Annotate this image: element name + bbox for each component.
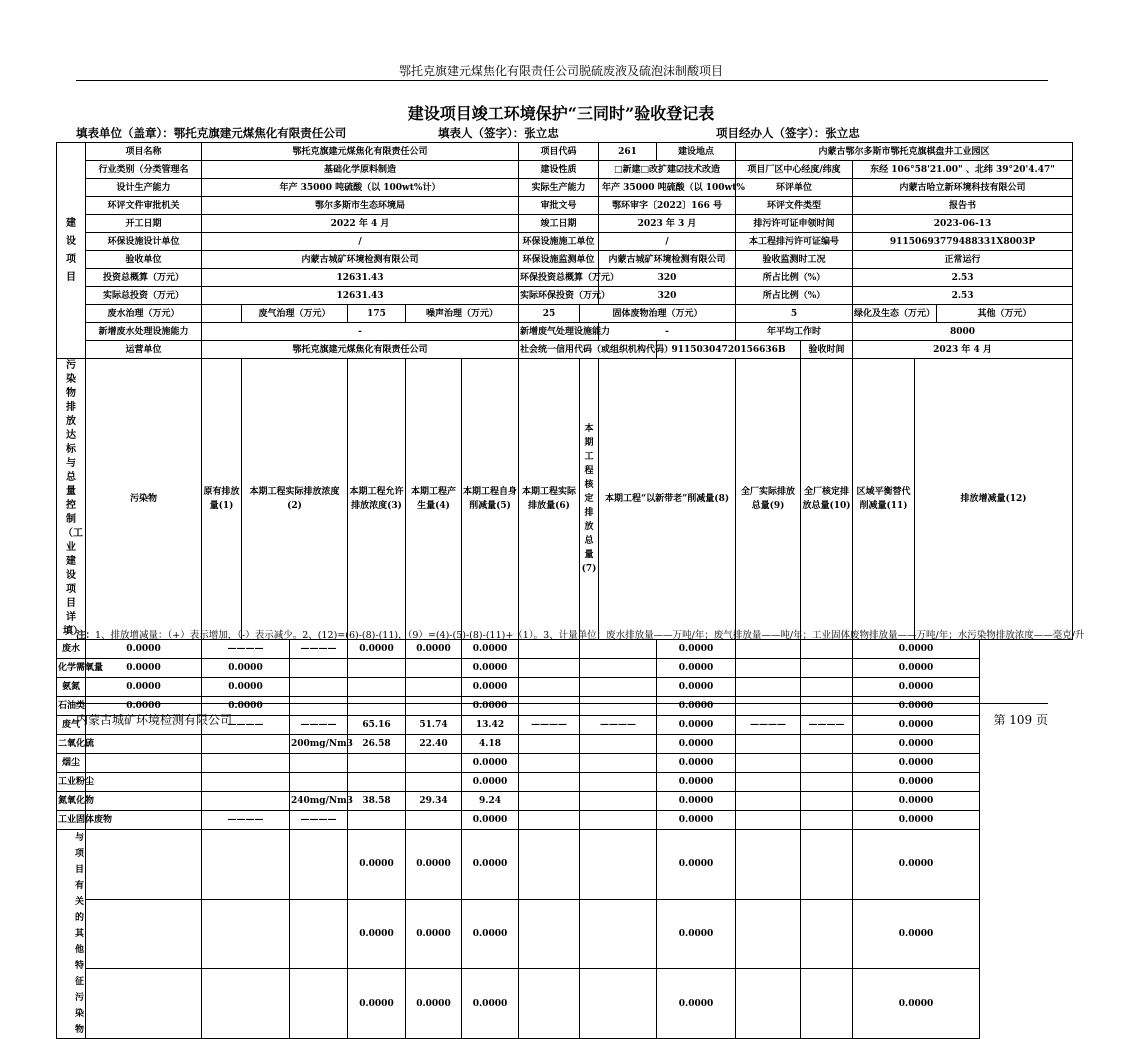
pollutant-value [519, 899, 580, 969]
pollutant-value [519, 969, 580, 1039]
pollutant-row [57, 659, 1073, 678]
pollutant-value [580, 678, 657, 697]
project-row-11 [57, 323, 1073, 341]
value: 东经 106°58'21.00" 、北纬 39°20'4.47" [853, 161, 1073, 179]
fill-manager: 项目经办人（签字）：张立忠 [716, 126, 860, 140]
pollutant-value: 0.0000 [86, 697, 202, 716]
value: 鄂托克旗建元煤焦化有限责任公司 [202, 341, 519, 359]
pollutant-value [519, 754, 580, 773]
pollutant-value: 4.18 [462, 735, 519, 754]
pollutant-value: 0.0000 [853, 773, 980, 792]
pollutant-value [406, 811, 462, 830]
value: 2.53 [853, 287, 1073, 305]
label: 社会统一信用代码（或组织机构代码） [519, 341, 657, 359]
pollutant-value: 0.0000 [406, 969, 462, 1039]
label: 环评文件类型 [736, 197, 853, 215]
pollutant-value [736, 773, 801, 792]
pollutant-value: 0.0000 [462, 811, 519, 830]
value: / [202, 233, 519, 251]
pollutant-value [348, 697, 406, 716]
col-header: 本期工程自身削减量(5) [462, 359, 519, 640]
pollutant-value [801, 735, 853, 754]
pollutant-row [57, 811, 1073, 830]
project-row-3 [57, 179, 1073, 197]
pollutant-value: 0.0000 [462, 899, 519, 969]
pollutant-value: 0.0000 [853, 678, 980, 697]
value: 175 [348, 305, 406, 323]
pollutant-value [348, 754, 406, 773]
pollutant-value [519, 697, 580, 716]
value: 鄂托克旗建元煤焦化有限责任公司 [202, 143, 519, 161]
pollutant-name: 烟尘 [57, 754, 86, 773]
pollutant-value [290, 754, 348, 773]
col-header: 全厂核定排放总量(10) [801, 359, 853, 640]
label: 噪声治理（万元） [406, 305, 519, 323]
value: 91150304720156636B [657, 341, 801, 359]
label: 环保设施监测单位 [519, 251, 599, 269]
pollutant-value [202, 969, 290, 1039]
pollutant-value [86, 830, 202, 900]
pollutant-value [801, 678, 853, 697]
value: 内蒙古城矿环境检测有限公司 [202, 251, 519, 269]
col-header: 本期工程核定排放总量(7) [580, 359, 599, 640]
pollutant-value: 0.0000 [853, 811, 980, 830]
pollutant-value: 22.40 [406, 735, 462, 754]
project-row-1 [57, 143, 1073, 161]
pollutant-value [519, 830, 580, 900]
label: 环评文件审批机关 [86, 197, 202, 215]
pollutant-value: 0.0000 [462, 697, 519, 716]
pollutant-value: ———— [290, 640, 348, 659]
label: 项目厂区中心经度/纬度 [736, 161, 853, 179]
value: 报告书 [853, 197, 1073, 215]
pollutant-value [348, 659, 406, 678]
pollutant-value [519, 811, 580, 830]
pollutant-value [290, 899, 348, 969]
label: 建设地点 [657, 143, 736, 161]
pollutant-value: 0.0000 [462, 640, 519, 659]
project-row-12 [57, 341, 1073, 359]
pollutant-value [519, 773, 580, 792]
pollutant-name: 工业固体废物 [57, 811, 86, 830]
pollutant-value [580, 697, 657, 716]
col-header: 本期工程“以新带老”削减量(8) [599, 359, 736, 640]
label: 审批文号 [519, 197, 599, 215]
pollutant-row [57, 735, 1073, 754]
pollutant-value [736, 830, 801, 900]
pollutant-value [736, 659, 801, 678]
pollutant-value: 0.0000 [462, 678, 519, 697]
pollutant-value: 0.0000 [657, 754, 736, 773]
pollutant-value: ———— [801, 716, 853, 735]
value: □新建□改扩建☑技术改造 [599, 161, 736, 179]
label: 验收时间 [801, 341, 853, 359]
pollutant-value: 0.0000 [853, 659, 980, 678]
note-text: 1、排放增减量：（+）表示增加，（-）表示减少。2、(12)=(6)-(8)-(11)，（9）=(4)-(5)-(8)-(11)+（1）。3、计量单位：废水排放量——万吨/年；废气排放量——吨/年；工业固体废物排放量——万吨/年；水污染物排放浓度——毫克/升 [95, 630, 1085, 641]
pollutant-value [801, 899, 853, 969]
pollutant-value: 0.0000 [853, 697, 980, 716]
pollutant-value: 51.74 [406, 716, 462, 735]
pollutant-value [86, 792, 202, 811]
value: 内蒙古城矿环境检测有限公司 [599, 251, 736, 269]
pollutant-value [736, 754, 801, 773]
pollutant-value: 0.0000 [348, 830, 406, 900]
pollutant-value [580, 754, 657, 773]
project-row-8 [57, 269, 1073, 287]
pollutant-value: 240mg/Nm3 [290, 792, 348, 811]
pollutant-value [801, 830, 853, 900]
value: 内蒙古鄂尔多斯市鄂托克旗棋盘井工业园区 [736, 143, 1073, 161]
pollutant-value [290, 830, 348, 900]
label: 实际总投资（万元） [86, 287, 202, 305]
value: 年产 35000 吨硫酸（以 100wt% [599, 179, 736, 197]
pollutant-name: 化学需氧量 [57, 659, 86, 678]
label: 所占比例（%） [736, 287, 853, 305]
label: 环评单位 [736, 179, 853, 197]
label: 行业类别（分类管理名 [86, 161, 202, 179]
pollutant-name: 氮氧化物 [57, 792, 86, 811]
value [202, 305, 242, 323]
pollutant-value: 0.0000 [462, 754, 519, 773]
label: 所占比例（%） [736, 269, 853, 287]
pollutant-value [519, 678, 580, 697]
pollutant-value: 0.0000 [406, 640, 462, 659]
col-header: 排放增减量(12) [915, 359, 1073, 640]
pollutant-header-row [57, 359, 1073, 640]
value: 25 [519, 305, 580, 323]
label: 排污许可证申领时间 [736, 215, 853, 233]
pollutant-value [801, 754, 853, 773]
pollutant-value [86, 969, 202, 1039]
label: 本工程排污许可证编号 [736, 233, 853, 251]
pollutant-value [736, 640, 801, 659]
footer-rule [76, 703, 1048, 704]
label: 投资总概算（万元） [86, 269, 202, 287]
label: 其他（万元） [937, 305, 1073, 323]
registration-table [56, 142, 1073, 1039]
label: 新增废气处理设施能力 [519, 323, 599, 341]
pollutant-value: 0.0000 [657, 716, 736, 735]
pollutant-row [57, 773, 1073, 792]
pollutant-value [580, 773, 657, 792]
label: 验收单位 [86, 251, 202, 269]
other-pollutant-row [57, 969, 1073, 1039]
pollutant-value: 0.0000 [348, 640, 406, 659]
value: 正常运行 [853, 251, 1073, 269]
pollutant-value [580, 811, 657, 830]
pollutant-value: ———— [736, 716, 801, 735]
label: 验收监测时工况 [736, 251, 853, 269]
pollutant-name: 废气 [57, 716, 86, 735]
value: 2023 年 3 月 [599, 215, 736, 233]
pollutant-value [406, 659, 462, 678]
pollutant-value: 0.0000 [657, 811, 736, 830]
pollutant-value: ———— [580, 716, 657, 735]
pollutant-value [580, 792, 657, 811]
pollutant-value: 26.58 [348, 735, 406, 754]
pollutant-value [519, 659, 580, 678]
pollutant-value: ———— [202, 640, 290, 659]
value: 2.53 [853, 269, 1073, 287]
pollutant-value: 0.0000 [853, 969, 980, 1039]
pollutant-value: 0.0000 [462, 969, 519, 1039]
pollutant-value [202, 830, 290, 900]
pollutant-value: 0.0000 [853, 899, 980, 969]
label: 绿化及生态（万元） [853, 305, 937, 323]
pollutant-value: 0.0000 [657, 659, 736, 678]
note-label: 注： [76, 630, 96, 641]
pollutant-value: 0.0000 [853, 792, 980, 811]
col-header: 原有排放量(1) [202, 359, 242, 640]
value: / [599, 233, 736, 251]
value: 内蒙古哈立新环境科技有限公司 [853, 179, 1073, 197]
pollutant-value [202, 735, 290, 754]
pollutant-value [348, 811, 406, 830]
pollutant-value: 0.0000 [853, 754, 980, 773]
pollutant-value: ———— [290, 716, 348, 735]
project-row-10 [57, 305, 1073, 323]
project-row-4 [57, 197, 1073, 215]
pollutant-value [801, 697, 853, 716]
pollutant-value: 0.0000 [406, 899, 462, 969]
pollutant-value [736, 792, 801, 811]
pollutant-value [86, 899, 202, 969]
label: 废气治理（万元） [242, 305, 348, 323]
pollutant-value [348, 773, 406, 792]
project-row-7 [57, 251, 1073, 269]
pollutant-row [57, 792, 1073, 811]
col-header: 本期工程允许排放浓度(3) [348, 359, 406, 640]
section-pollutant-label: 污染物排放达标与总量控制（工业建设项目详填） [57, 359, 86, 640]
pollutant-value [519, 640, 580, 659]
pollutant-value: 0.0000 [86, 640, 202, 659]
col-header: 本期工程实际排放量(6) [519, 359, 580, 640]
pollutant-value: 0.0000 [853, 830, 980, 900]
pollutant-value [736, 811, 801, 830]
pollutant-value: 13.42 [462, 716, 519, 735]
pollutant-value [290, 659, 348, 678]
pollutant-value: 0.0000 [657, 969, 736, 1039]
pollutant-value: ———— [202, 811, 290, 830]
pollutant-value: 0.0000 [462, 773, 519, 792]
value: 91150693779488331X8003P [853, 233, 1073, 251]
col-header: 污染物 [86, 359, 202, 640]
value: 320 [599, 269, 736, 287]
pollutant-value [580, 659, 657, 678]
label: 环保设施施工单位 [519, 233, 599, 251]
document-title: 建设项目竣工环境保护“三同时”验收登记表 [407, 104, 715, 123]
pollutant-value [580, 735, 657, 754]
footer-page-number: 第 109 页 [993, 713, 1048, 727]
pollutant-value: 0.0000 [657, 640, 736, 659]
pollutant-value: 0.0000 [853, 640, 980, 659]
other-pollutant-row [57, 899, 1073, 969]
pollutant-value: 0.0000 [202, 659, 290, 678]
pollutant-value [290, 678, 348, 697]
pollutant-value: 0.0000 [406, 830, 462, 900]
pollutant-row [57, 754, 1073, 773]
pollutant-value: 0.0000 [657, 773, 736, 792]
other-pollutant-row [57, 830, 1073, 900]
value: 鄂尔多斯市生态环境局 [202, 197, 519, 215]
pollutant-value [801, 792, 853, 811]
pollutant-name: 工业粉尘 [57, 773, 86, 792]
pollutant-value [86, 773, 202, 792]
pollutant-value: 0.0000 [657, 697, 736, 716]
pollutant-name: 石油类 [57, 697, 86, 716]
col-header: 本期工程实际排放浓度(2) [242, 359, 348, 640]
value: 8000 [853, 323, 1073, 341]
page-header: 鄂托克旗建元煤焦化有限责任公司脱硫废液及硫泡沫制酸项目 [398, 64, 723, 78]
pollutant-value: 0.0000 [853, 735, 980, 754]
footer-company: 内蒙古城矿环境检测有限公司 [76, 713, 233, 727]
pollutant-value [406, 754, 462, 773]
pollutant-value [519, 792, 580, 811]
pollutant-row [57, 640, 1073, 659]
section-project-label: 建设项目 [57, 143, 86, 359]
value: 12631.43 [202, 269, 519, 287]
pollutant-value [406, 697, 462, 716]
pollutant-value [736, 969, 801, 1039]
pollutant-value: 0.0000 [348, 899, 406, 969]
value: 鄂环审字〔2022〕166 号 [599, 197, 736, 215]
pollutant-value [801, 659, 853, 678]
pollutant-value: ———— [202, 716, 290, 735]
project-row-9 [57, 287, 1073, 305]
fill-info-row [76, 125, 1048, 141]
header-rule [76, 80, 1048, 81]
pollutant-value [202, 792, 290, 811]
pollutant-value: ———— [290, 811, 348, 830]
label: 项目代码 [519, 143, 599, 161]
pollutant-value: 0.0000 [853, 716, 980, 735]
pollutant-value: 0.0000 [86, 659, 202, 678]
label: 环保设施设计单位 [86, 233, 202, 251]
fill-unit: 填表单位（盖章）：鄂托克旗建元煤焦化有限责任公司 [76, 126, 347, 140]
label: 实际环保投资（万元） [519, 287, 599, 305]
pollutant-value [580, 640, 657, 659]
pollutant-value [290, 969, 348, 1039]
label: 废水治理（万元） [86, 305, 202, 323]
pollutant-value: 0.0000 [657, 792, 736, 811]
pollutant-value: 200mg/Nm3 [290, 735, 348, 754]
pollutant-value: 0.0000 [202, 678, 290, 697]
pollutant-value [348, 678, 406, 697]
pollutant-value [801, 773, 853, 792]
pollutant-value [290, 697, 348, 716]
label: 环保投资总概算（万元） [519, 269, 599, 287]
pollutant-value: 0.0000 [462, 659, 519, 678]
fill-person: 填表人（签字）：张立忠 [438, 126, 559, 140]
pollutant-name: 氨氮 [57, 678, 86, 697]
pollutant-value [580, 969, 657, 1039]
project-row-5 [57, 215, 1073, 233]
value: 261 [599, 143, 657, 161]
pollutant-value: ———— [519, 716, 580, 735]
pollutant-value [290, 773, 348, 792]
pollutant-value: 9.24 [462, 792, 519, 811]
pollutant-value [86, 735, 202, 754]
pollutant-name: 废水 [57, 640, 86, 659]
pollutant-value: 0.0000 [202, 697, 290, 716]
value: 12631.43 [202, 287, 519, 305]
project-row-2 [57, 161, 1073, 179]
pollutant-value: 0.0000 [86, 678, 202, 697]
pollutant-value: 0.0000 [657, 678, 736, 697]
table-note [76, 627, 1085, 641]
label: 运营单位 [86, 341, 202, 359]
pollutant-value [202, 773, 290, 792]
pollutant-value: 0.0000 [657, 830, 736, 900]
label: 新增废水处理设施能力 [86, 323, 202, 341]
pollutant-value: 0.0000 [657, 735, 736, 754]
pollutant-value [202, 899, 290, 969]
pollutant-value: 29.34 [406, 792, 462, 811]
pollutant-value [736, 899, 801, 969]
label: 项目名称 [86, 143, 202, 161]
col-header: 本期工程产生量(4) [406, 359, 462, 640]
value: 320 [599, 287, 736, 305]
value: 2022 年 4 月 [202, 215, 519, 233]
pollutant-value [202, 754, 290, 773]
pollutant-value [86, 754, 202, 773]
other-pollutant-label: 与项目有关的其他特征污染物 [57, 830, 86, 1039]
col-header: 全厂实际排放总量(9) [736, 359, 801, 640]
pollutant-value [736, 735, 801, 754]
pollutant-value [801, 811, 853, 830]
label: 设计生产能力 [86, 179, 202, 197]
value: 基础化学原料制造 [202, 161, 519, 179]
pollutant-value [801, 640, 853, 659]
value: 2023-06-13 [853, 215, 1073, 233]
pollutant-value [406, 678, 462, 697]
pollutant-value [801, 969, 853, 1039]
pollutant-value [406, 773, 462, 792]
pollutant-value: 0.0000 [462, 830, 519, 900]
pollutant-value [736, 678, 801, 697]
value: 2023 年 4 月 [853, 341, 1073, 359]
pollutant-value: 0.0000 [657, 899, 736, 969]
pollutant-value: 65.16 [348, 716, 406, 735]
value: - [202, 323, 519, 341]
label: 固体废物治理（万元） [580, 305, 736, 323]
pollutant-value [519, 735, 580, 754]
label: 建设性质 [519, 161, 599, 179]
project-row-6 [57, 233, 1073, 251]
label: 实际生产能力 [519, 179, 599, 197]
label: 竣工日期 [519, 215, 599, 233]
pollutant-value [736, 697, 801, 716]
label: 开工日期 [86, 215, 202, 233]
label: 年平均工作时 [736, 323, 853, 341]
pollutant-value [580, 899, 657, 969]
pollutant-value: 0.0000 [348, 969, 406, 1039]
pollutant-value [580, 830, 657, 900]
col-header: 区域平衡替代削减量(11) [853, 359, 915, 640]
value: 5 [736, 305, 853, 323]
value: - [599, 323, 736, 341]
value: 年产 35000 吨硫酸（以 100wt%计） [202, 179, 519, 197]
pollutant-name: 二氧化硫 [57, 735, 86, 754]
pollutant-value: 38.58 [348, 792, 406, 811]
pollutant-row [57, 678, 1073, 697]
